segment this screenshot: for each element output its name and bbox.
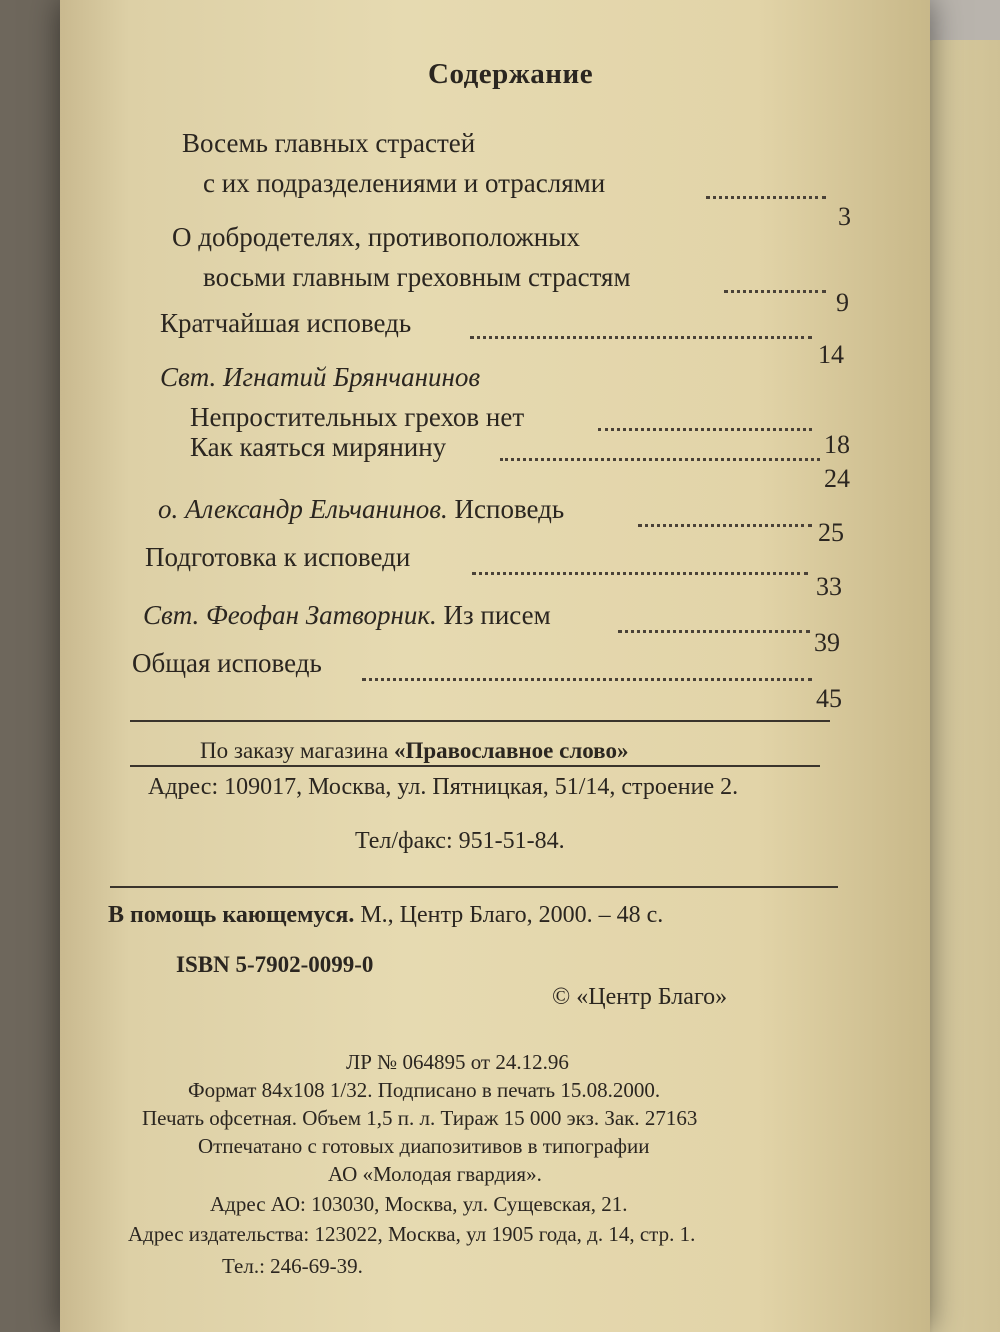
- book-title: В помощь кающемуся.: [108, 902, 355, 928]
- toc-entry-2-line1: О добродетелях, противоположных: [172, 222, 580, 252]
- toc-page-4: 18: [824, 430, 850, 459]
- divider-2: [130, 765, 820, 767]
- toc-leader-7: [472, 572, 808, 575]
- toc-title: Содержание: [428, 58, 594, 90]
- toc-entry-6: Исповедь: [454, 494, 565, 524]
- imprint-line-1: ЛР № 064895 от 24.12.96: [346, 1050, 569, 1074]
- toc-page-5: 24: [824, 464, 850, 493]
- toc-entry-8: Из писем: [443, 600, 551, 630]
- imprint-line-4: Отпечатано с готовых диапозитивов в типографии: [198, 1134, 650, 1158]
- isbn: ISBN 5-7902-0099-0: [176, 952, 374, 977]
- toc-entry-9: Общая исповедь: [132, 648, 322, 678]
- toc-entry-3: Кратчайшая исповедь: [160, 308, 412, 338]
- order-phone: Тел/факс: 951-51-84.: [355, 828, 565, 854]
- divider-3: [110, 886, 838, 888]
- imprint-line-5: АО «Молодая гвардия».: [328, 1162, 542, 1186]
- toc-leader-8: [618, 630, 810, 633]
- toc-page-3: 14: [818, 340, 844, 369]
- imprint-line-2: Формат 84х108 1/32. Подписано в печать 15.08.2000.: [188, 1078, 661, 1102]
- toc-leader-5: [500, 458, 820, 461]
- toc-entry-6-author: о. Александр Ельчанинов.: [158, 494, 448, 524]
- divider-1: [130, 720, 830, 722]
- toc-leader-9: [362, 678, 812, 681]
- toc-entry-4-author: Свт. Игнатий Брянчанинов: [160, 362, 481, 392]
- imprint-line-7: Адрес издательства: 123022, Москва, ул 1905 года, д. 14, стр. 1.: [128, 1222, 696, 1246]
- toc-page-9: 45: [816, 684, 842, 713]
- order-address: Адрес: 109017, Москва, ул. Пятницкая, 51/14, строение 2.: [148, 774, 739, 800]
- shop-name: «Православное слово»: [393, 738, 629, 763]
- toc-entry-1-line2: с их подразделениями и отраслями: [203, 168, 606, 198]
- toc-page-8: 39: [814, 628, 840, 657]
- toc-entry-4: Непростительных грехов нет: [190, 402, 525, 432]
- toc-entry-7: Подготовка к исповеди: [145, 542, 411, 572]
- toc-leader-3: [470, 336, 812, 339]
- toc-entry-8-author: Свт. Феофан Затворник.: [143, 600, 437, 630]
- toc-page-1: 3: [838, 202, 851, 231]
- toc-page-2: 9: [836, 288, 849, 317]
- toc-leader-6: [638, 524, 812, 527]
- toc-leader-1: [706, 196, 826, 199]
- copyright: © «Центр Благо»: [552, 984, 728, 1010]
- toc-leader-2: [724, 290, 826, 293]
- toc-page-6: 25: [818, 518, 844, 547]
- toc-page-7: 33: [816, 572, 842, 601]
- toc-entry-1-line1: Восемь главных страстей: [182, 128, 476, 158]
- imprint-line-6: Адрес АО: 103030, Москва, ул. Сущевская, 21.: [210, 1192, 628, 1216]
- order-prefix: По заказу магазина: [200, 738, 394, 763]
- imprint-line-3: Печать офсетная. Объем 1,5 п. л. Тираж 15 000 экз. Зак. 27163: [142, 1106, 698, 1130]
- toc-entry-5: Как каяться мирянину: [190, 432, 447, 462]
- toc-entry-2-line2: восьми главным греховным страстям: [203, 262, 631, 292]
- book-biblio: М., Центр Благо, 2000. – 48 с.: [354, 902, 664, 928]
- toc-leader-4: [598, 428, 812, 431]
- imprint-line-8: Тел.: 246-69-39.: [222, 1254, 363, 1278]
